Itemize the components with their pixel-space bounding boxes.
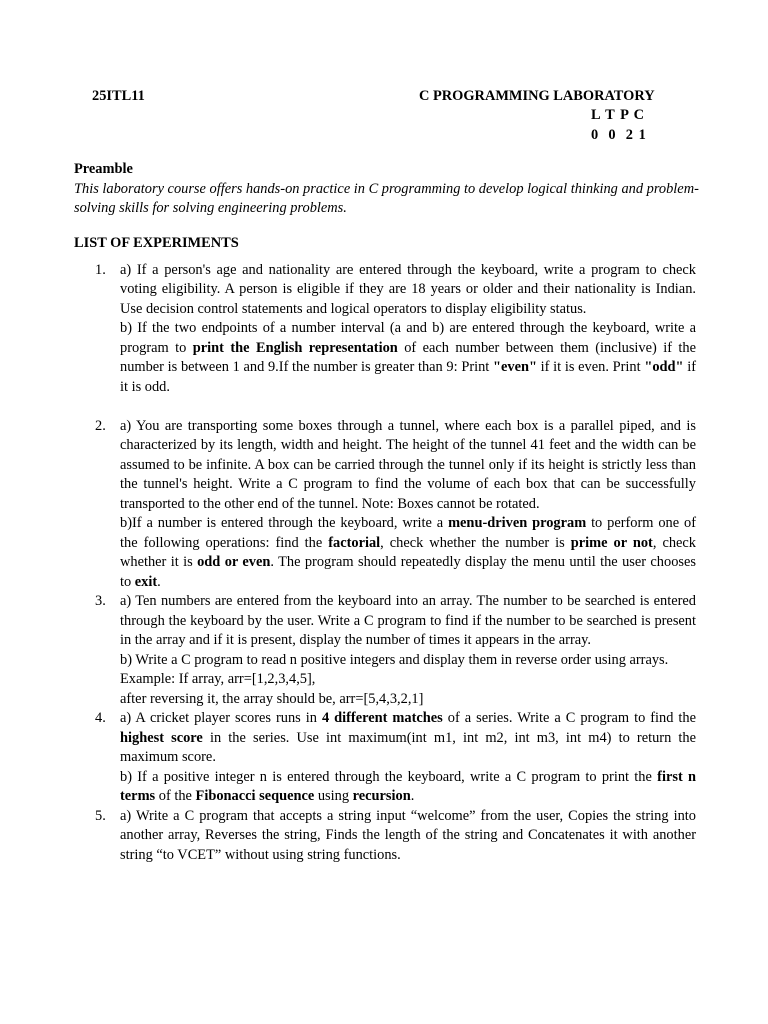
list-item [74, 807, 696, 866]
preamble-section [74, 160, 704, 219]
list-item [74, 709, 696, 807]
item-part-b: b) If a positive integer n is entered through the keyboard, write a C program to print the first n terms of the Fibonacci sequence using recursion. [120, 768, 697, 804]
item-part-b: b) If the two endpoints of a number interval (a and b) are entered through the keyboard, write a program to print the English representation of each number between them (inclusive) if the number is between 1 and 9.If the number is greater than 9: Print "even" if it is even. Print "odd" if it is odd. [120, 320, 697, 395]
preamble-text: This laboratory course offers hands-on practice in C programming to develop logical thinking and problem-solving skills for solving engineering problems. [74, 180, 699, 216]
item-number: 5. [95, 807, 106, 824]
preamble-heading: Preamble [74, 161, 133, 177]
item-part-a: a) If a person's age and nationality are entered through the keyboard, write a program to check voting eligibility. A person is eligible if they are 18 years or older and their nationality is Indian. Use decision control statements and logical operators to display eligibility status. [120, 261, 696, 317]
item-example-result: after reversing it, the array should be, arr=[5,4,3,2,1] [120, 690, 424, 707]
item-number: 4. [95, 710, 106, 726]
item-number: 2. [95, 417, 106, 434]
item-number: 1. [95, 261, 106, 278]
item-part-a: a) Ten numbers are entered from the keyboard into an array. The number to be searched is entered through the keyboard by the user. Write a C program to find if the number to be searched is present in the array and if it is present, display the number of times it appears in the array. [120, 593, 696, 648]
item-number: 3. [95, 593, 106, 609]
list-item [74, 592, 696, 709]
course-code: 25ITL11 [92, 88, 145, 104]
experiments-section [74, 234, 696, 865]
course-title: C PROGRAMMING LABORATORY [419, 88, 655, 104]
list-item [74, 261, 696, 398]
ltpc-values: 0 0 2 1 [591, 127, 647, 143]
item-part-b: b) Write a C program to read n positive integers and display them in reverse order using arrays. [120, 651, 669, 668]
ltpc-label: L T P C [591, 107, 646, 123]
experiments-heading: LIST OF EXPERIMENTS [74, 235, 239, 251]
list-item [74, 417, 696, 593]
item-example: Example: If array, arr=[1,2,3,4,5], [120, 671, 316, 687]
item-part-a: a) Write a C program that accepts a string input “welcome” from the user, Copies the string into another array, Reverses the string, Finds the length of the string and Concatenates it with another string “to VCET” without using string functions. [120, 807, 696, 863]
item-part-a: a) You are transporting some boxes through a tunnel, where each box is a parallel piped, and is characterized by its length, width and height. The height of the tunnel 41 feet and the width can be assumed to be infinite. A box can be carried through the tunnel only if its height is strictly less than the tunnel's height. Write a C program to find the volume of each box that can be successfully transported to the other end of the tunnel. Note: Boxes cannot be rotated. [120, 417, 696, 512]
item-part-b: b)If a number is entered through the keyboard, write a menu-driven program to perform one of the following operations: find the factorial, check whether the number is prime or not, check whether it is odd or even. The program should repeatedly display the menu until the user chooses to exit. [120, 515, 697, 590]
item-part-a: a) A cricket player scores runs in 4 different matches of a series. Write a C program to find the highest score in the series. Use int maximum(int m1, int m2, int m3, int m4) to return the maximum score. [120, 710, 696, 765]
